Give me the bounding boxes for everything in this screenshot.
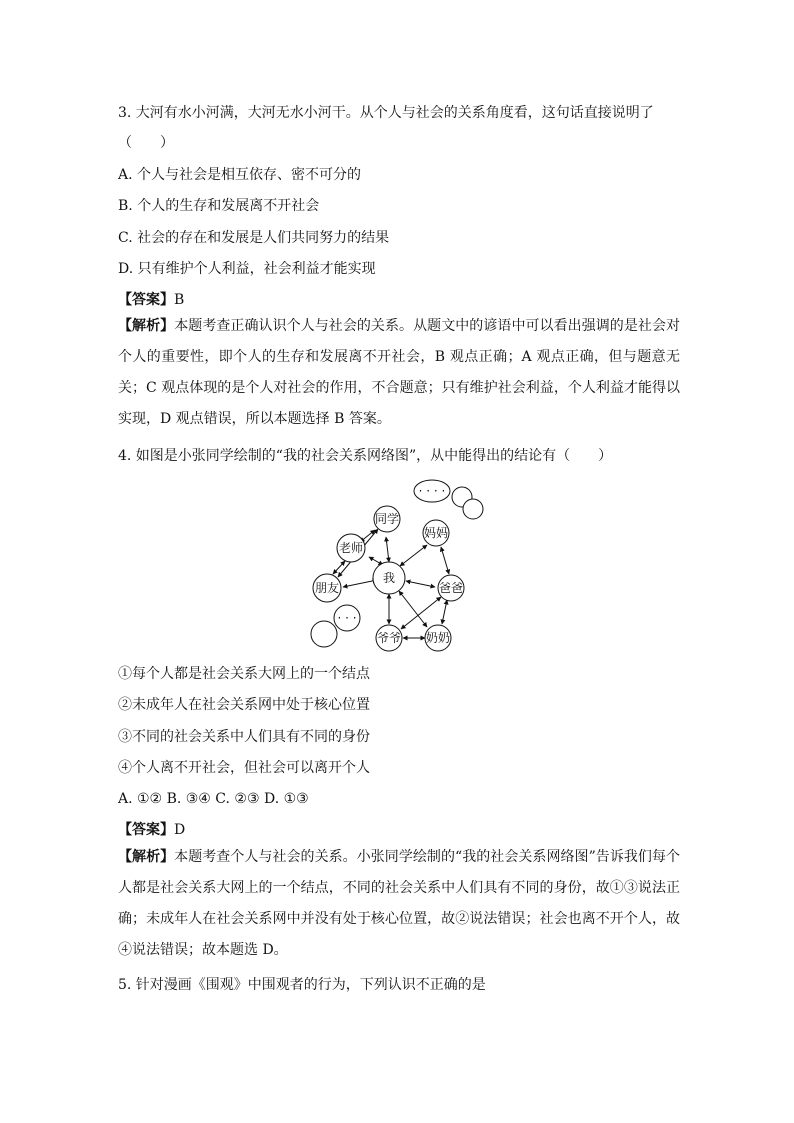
q3-answer-value: B [174, 292, 185, 308]
q3-answer-tag: 【答案】 [118, 292, 174, 308]
q4-analysis-tag: 【解析】 [118, 849, 175, 865]
q3-option-d: D. 只有维护个人利益，社会利益才能实现 [118, 261, 376, 277]
label-grandpa: 爷爷 [376, 631, 402, 645]
q3-analysis [118, 311, 680, 435]
q3-option-a: A. 个人与社会是相互依存、密不可分的 [118, 167, 362, 183]
q4-stem: 4. 如图是小张同学绘制的“我的社会关系网络图”，从中能得出的结论有（ ） [118, 448, 613, 464]
q3-analysis-text: 本题考查正确认识个人与社会的关系。从题文中的谚语中可以看出强调的是社会对个人的重要性，即个人的生存和发展离不开社会，B 观点正确；A 观点正确，但与题意无关；C 观点体现的是个人对社会的作用，不合题意；只有维护社会利益，个人利益才能得以实现，D 观点错误，所以本题选择 B 答案。 [118, 318, 681, 427]
q3-paren: （ ） [118, 135, 174, 151]
q3-answer [118, 290, 184, 310]
label-classmate: 同学 [374, 512, 400, 526]
arrow-me-friend [343, 580, 377, 587]
q5-stem: 5. 针对漫画《围观》中围观者的行为，下列认识不正确的是 [118, 977, 486, 993]
q4-statement-1: ①每个人都是社会关系大网上的一个结点 [118, 666, 370, 682]
q4-analysis-text: 本题考查个人与社会的关系。小张同学绘制的“我的社会关系网络图”告诉我们每个人都是社会关系大网上的一个结点，不同的社会关系中人们具有不同的身份，故①③说法正确；未成年人在社会关系网中并没有处于核心位置，故②说法错误；社会也离不开个人，故④说法错误；故本题选 D。 [118, 849, 681, 958]
arrow-father-grandma [442, 600, 447, 624]
arrow-me-mother [400, 545, 427, 566]
q4-answer-tag: 【答案】 [118, 822, 174, 838]
q3-stem: 3. 大河有水小河满，大河无水小河干。从个人与社会的关系角度看，这句话直接说明了 [118, 105, 654, 121]
diagram-nodes [311, 480, 483, 651]
q4-analysis [118, 842, 680, 966]
q4-statement-3: ③不同的社会关系中人们具有不同的身份 [118, 729, 370, 745]
arrow-teacher-friend [333, 561, 345, 574]
q3-option-c: C. 社会的存在和发展是人们共同努力的结果 [118, 230, 390, 246]
label-grandma: 奶奶 [425, 631, 451, 645]
social-network-diagram [305, 474, 495, 654]
q4-statement-4: ④个人离不开社会，但社会可以离开个人 [118, 760, 370, 776]
q3-analysis-tag: 【解析】 [118, 318, 175, 334]
q3-option-b: B. 个人的生存和发展离不开社会 [118, 198, 320, 214]
label-father: 爸爸 [438, 581, 464, 595]
label-mother: 妈妈 [423, 526, 449, 540]
label-more-left: · · · [337, 611, 357, 625]
q4-options: A. ①② B. ③④ C. ②③ D. ①③ [118, 791, 309, 807]
arrow-me-grandma [399, 591, 427, 627]
label-more-top: · · · · [418, 484, 446, 498]
q4-answer [118, 820, 185, 840]
q4-answer-value: D [174, 822, 186, 838]
arrow-mother-father [441, 547, 449, 574]
arrow-me-father [406, 581, 435, 587]
label-teacher: 老师 [338, 541, 364, 555]
label-friend: 朋友 [314, 581, 340, 595]
node-blank-top-2 [463, 499, 483, 519]
arrow-me-classmate [386, 537, 389, 562]
label-me: 我 [382, 571, 396, 585]
q4-statement-2: ②未成年人在社会关系网中处于核心位置 [118, 697, 370, 713]
node-blank-left [311, 621, 337, 647]
